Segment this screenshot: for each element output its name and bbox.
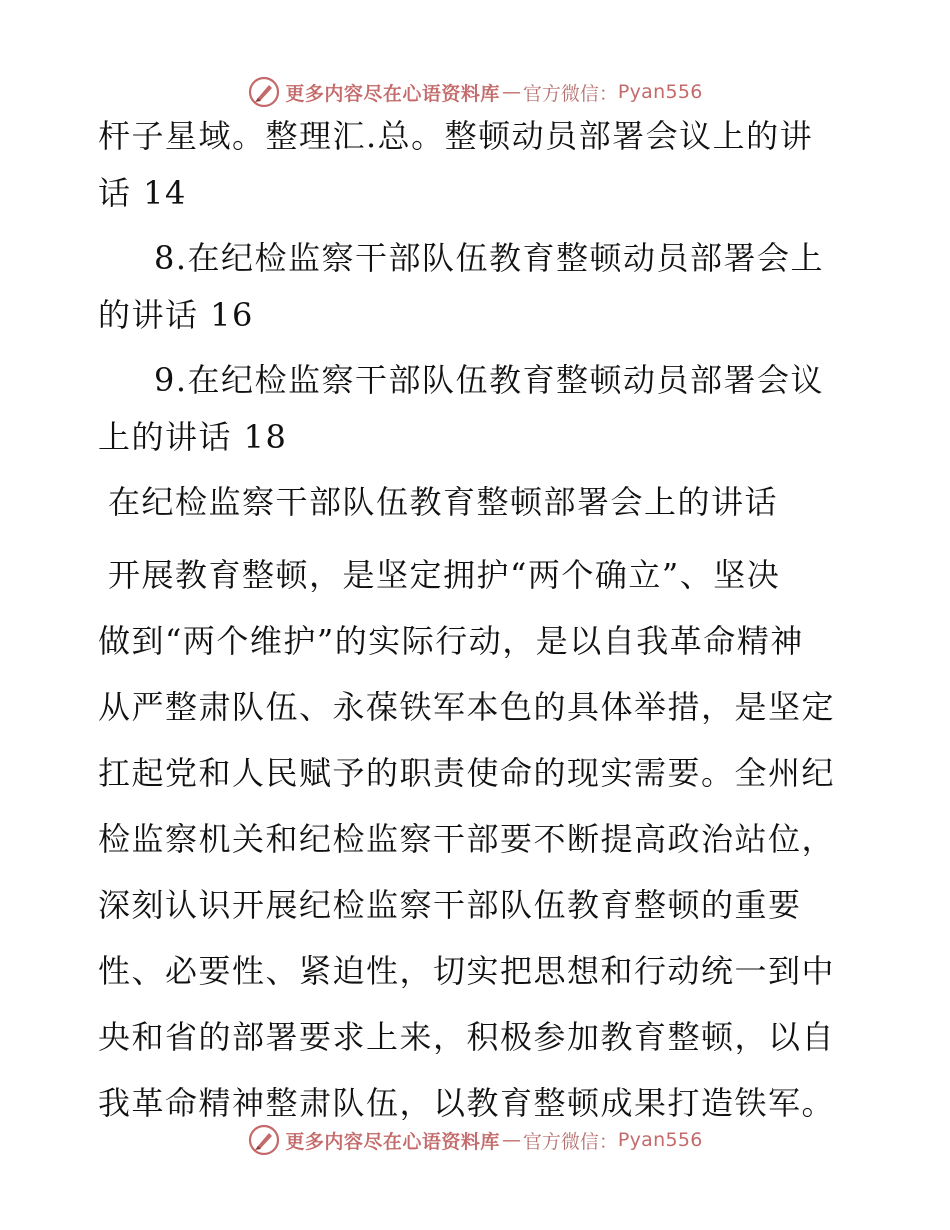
paragraph-line: 深刻认识开展纪检监察干部队伍教育整顿的重要 bbox=[98, 889, 802, 922]
toc-line: 杆子星域。整理汇.总。整顿动员部署会议上的讲 bbox=[98, 120, 814, 153]
header-banner bbox=[0, 70, 950, 114]
paragraph-line: 从严整肃队伍、永葆铁军本色的具体举措，是坚定 bbox=[98, 691, 836, 724]
paragraph-line: 做到“两个维护”的实际行动，是以自我革命精神 bbox=[98, 625, 804, 658]
paragraph-line: 检监察机关和纪检监察干部要不断提高政治站位， bbox=[98, 823, 836, 856]
banner-separator: — bbox=[501, 1129, 521, 1151]
toc-line: 话 14 bbox=[98, 177, 187, 210]
banner-wechat-id: Pyan556 bbox=[617, 1129, 703, 1151]
paragraph-line: 我革命精神整肃队伍，以教育整顿成果打造铁军。 bbox=[98, 1087, 836, 1120]
banner-brand: 更多内容尽在心语资料库 bbox=[285, 1130, 500, 1153]
paragraph-line: 开展教育整顿，是坚定拥护“两个确立”、坚决 bbox=[108, 559, 781, 592]
toc-line: 8.在纪检监察干部队伍教育整顿动员部署会上 bbox=[154, 242, 825, 275]
toc-line: 的讲话 16 bbox=[98, 299, 254, 332]
banner-wechat-id: Pyan556 bbox=[617, 81, 703, 103]
banner-wechat-label: 官方微信： bbox=[522, 1130, 618, 1153]
paragraph-line: 性、必要性、紧迫性，切实把思想和行动统一到中 bbox=[98, 955, 836, 988]
body-paragraph bbox=[98, 559, 858, 1120]
footer-banner bbox=[0, 1118, 950, 1162]
document-body bbox=[98, 120, 858, 1153]
toc-item bbox=[98, 364, 858, 454]
banner-brand: 更多内容尽在心语资料库 bbox=[285, 82, 500, 105]
paragraph-line: 央和省的部署要求上来，积极参加教育整顿，以自 bbox=[98, 1021, 836, 1054]
toc-line: 9.在纪检监察干部队伍教育整顿动员部署会议 bbox=[154, 364, 825, 397]
pen-quill-logo-icon bbox=[247, 75, 281, 109]
toc-item bbox=[98, 242, 858, 332]
toc-item bbox=[98, 120, 858, 210]
toc-line: 上的讲话 18 bbox=[98, 421, 288, 454]
banner-wechat-label: 官方微信： bbox=[522, 82, 618, 105]
section-heading: 在纪检监察干部队伍教育整顿部署会上的讲话 bbox=[108, 486, 779, 519]
paragraph-line: 扛起党和人民赋予的职责使命的现实需要。全州纪 bbox=[98, 757, 836, 790]
banner-separator: — bbox=[501, 81, 521, 103]
pen-quill-logo-icon bbox=[247, 1123, 281, 1157]
